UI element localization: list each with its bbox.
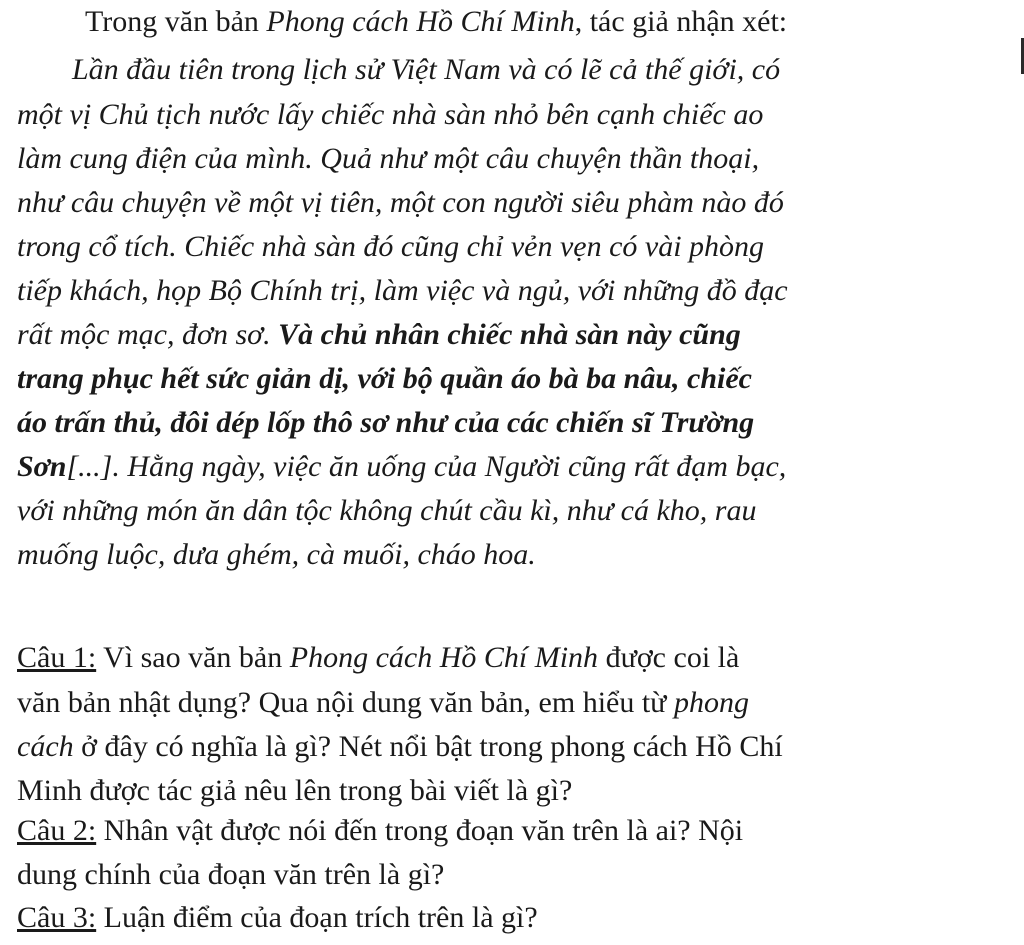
passage-line-4: như câu chuyện về một vị tiên, một con người siêu phàm nào đó xyxy=(17,186,784,219)
question-3-line-1 xyxy=(17,900,538,936)
passage-line-12: muống luộc, dưa ghém, cà muối, cháo hoa. xyxy=(17,538,536,571)
intro-text-start: Trong văn bản xyxy=(85,5,267,38)
passage-line-7 xyxy=(17,317,741,353)
question-1-line-3 xyxy=(17,729,783,765)
question-3-label: Câu 3: xyxy=(17,901,97,934)
question-2-line-1 xyxy=(17,813,743,849)
passage-line-6: tiếp khách, họp Bộ Chính trị, làm việc và ngủ, với những đồ đạc xyxy=(17,274,788,307)
question-1-work-title: Phong cách Hồ Chí Minh xyxy=(289,641,599,674)
passage-line-10 xyxy=(17,449,786,485)
question-1-term-cach: cách xyxy=(17,730,74,763)
question-1-line-4: Minh được tác giả nêu lên trong bài viết là gì? xyxy=(17,774,573,807)
passage-line-1: Lần đầu tiên trong lịch sử Việt Nam và có lẽ cả thế giới, có xyxy=(72,53,781,86)
passage-line-11: với những món ăn dân tộc không chút cầu kì, như cá kho, rau xyxy=(17,494,757,527)
question-1-line-2-text: văn bản nhật dụng? Qua nội dung văn bản, em hiểu từ xyxy=(17,686,674,719)
question-1-text-a: Vì sao văn bản xyxy=(96,641,290,674)
passage-line-7-regular: rất mộc mạc, đơn sơ. xyxy=(17,318,279,351)
passage-line-10-regular: [...]. Hằng ngày, việc ăn uống của Người cũng rất đạm bạc, xyxy=(66,450,787,483)
question-1-line-3-text: ở đây có nghĩa là gì? Nét nổi bật trong phong cách Hồ Chí xyxy=(73,730,783,763)
question-1-term-phong: phong xyxy=(673,686,749,719)
question-2-label: Câu 2: xyxy=(17,814,97,847)
passage-line-10-bold: Sơn xyxy=(17,450,67,483)
passage-line-2: một vị Chủ tịch nước lấy chiếc nhà sàn nhỏ bên cạnh chiếc ao xyxy=(17,98,764,131)
question-3-text: Luận điểm của đoạn trích trên là gì? xyxy=(96,901,538,934)
passage-line-3: làm cung điện của mình. Quả như một câu chuyện thần thoại, xyxy=(17,142,760,175)
question-1-line-2 xyxy=(17,685,749,721)
question-1-label: Câu 1: xyxy=(17,641,97,674)
question-1-text-b: được coi là xyxy=(598,641,740,674)
question-2-line-2: dung chính của đoạn văn trên là gì? xyxy=(17,858,445,891)
intro-work-title: Phong cách Hồ Chí Minh xyxy=(266,5,575,38)
intro-line xyxy=(85,4,787,40)
passage-line-5: trong cổ tích. Chiếc nhà sàn đó cũng chỉ vẻn vẹn có vài phòng xyxy=(17,230,765,263)
passage-line-8: trang phục hết sức giản dị, với bộ quần áo bà ba nâu, chiếc xyxy=(17,362,752,395)
passage-line-9: áo trấn thủ, đôi dép lốp thô sơ như của các chiến sĩ Trường xyxy=(17,406,755,439)
question-2-text: Nhân vật được nói đến trong đoạn văn trên là ai? Nội xyxy=(96,814,744,847)
passage-line-7-bold: Và chủ nhân chiếc nhà sàn này cũng xyxy=(278,318,741,351)
question-1-line-1 xyxy=(17,640,739,676)
intro-text-end: , tác giả nhận xét: xyxy=(574,5,788,38)
